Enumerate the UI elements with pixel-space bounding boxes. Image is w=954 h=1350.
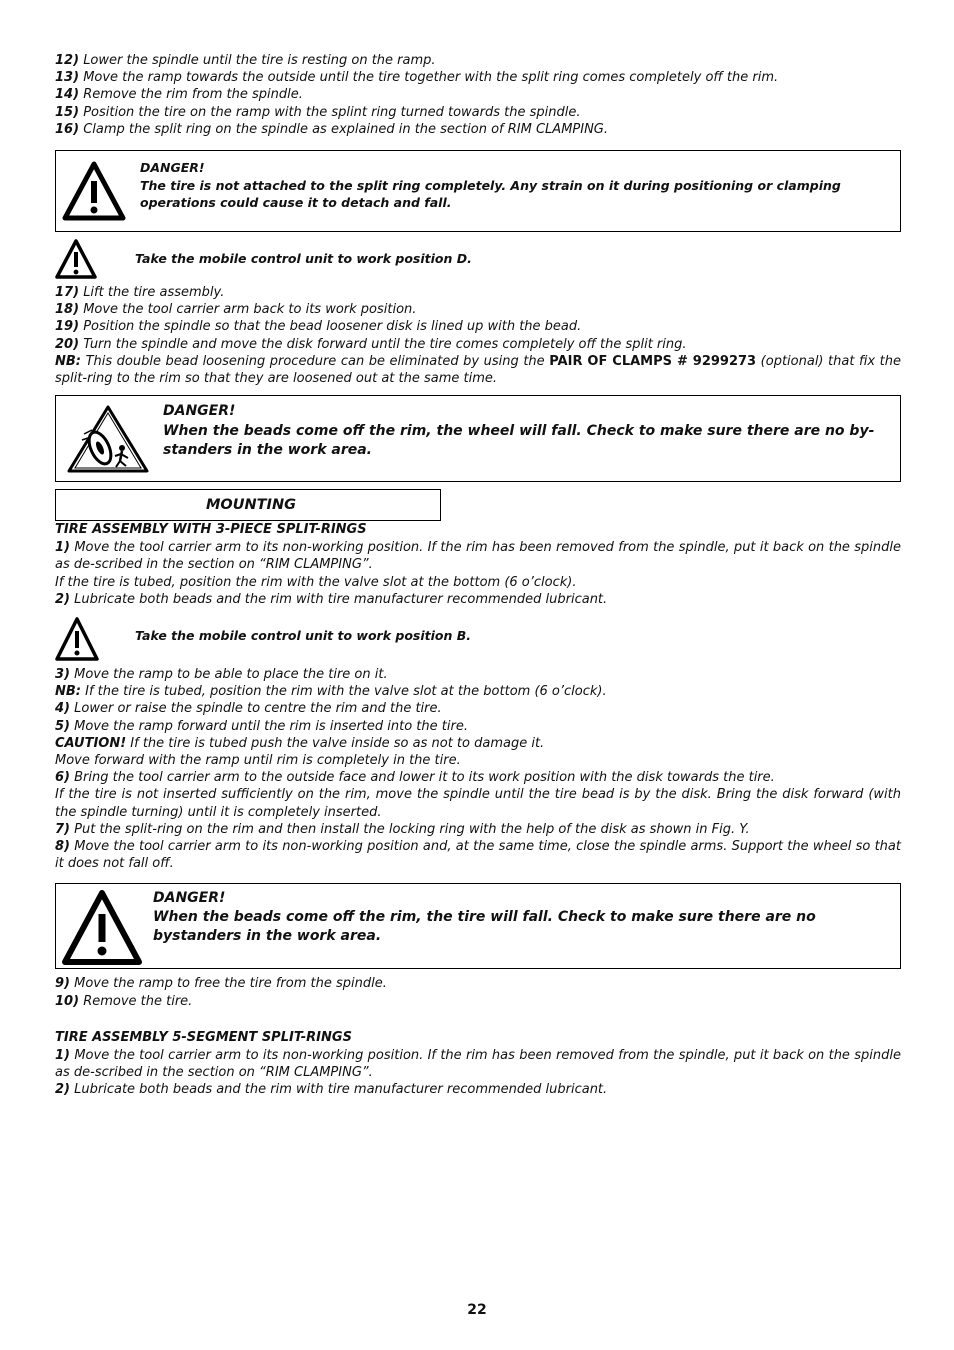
section-5-segment bbox=[55, 1029, 901, 1099]
s2-step-2: 2) Lubricate both beads and the rim with tire manufacturer recommended lubricant. bbox=[55, 1082, 608, 1098]
s1-step-6: 6) Bring the tool carrier arm to the outside face and lower it to its work position with the disk towards the tire. bbox=[55, 770, 775, 786]
s1-step-3: 3) Move the ramp to be able to place the tire on it. bbox=[55, 667, 388, 683]
section-3-piece bbox=[55, 521, 901, 608]
danger-title: DANGER! bbox=[140, 160, 205, 176]
danger-body: The tire is not attached to the split ring completely. Any strain on it during positioning or clamping operations could cause it to detach and fall. bbox=[140, 177, 841, 211]
step-18: 18) Move the tool carrier arm back to its work position. bbox=[55, 302, 417, 318]
s1-step-10: 10) Remove the tire. bbox=[55, 993, 193, 1009]
s1-step-8: 8) Move the tool carrier arm to its non-working position and, at the same time, close the spindle arms. Support the wheel so that it does not fall off. bbox=[55, 839, 901, 872]
section-3-piece-steps bbox=[55, 666, 901, 872]
warning-triangle-icon bbox=[55, 238, 97, 284]
s1-step-7: 7) Put the split-ring on the rim and then install the locking ring with the help of the disk as shown in Fig. Y. bbox=[55, 821, 750, 837]
danger-title: DANGER! bbox=[163, 403, 236, 420]
manual-page bbox=[55, 52, 901, 1099]
step-12: 12) Lower the spindle until the tire is resting on the ramp. bbox=[55, 53, 436, 68]
warning-position-b bbox=[55, 616, 901, 666]
danger-box-wheel-fall bbox=[55, 395, 901, 482]
step-16: 16) Clamp the split ring on the spindle as explained in the section of RIM CLAMPING. bbox=[55, 121, 609, 137]
mounting-heading-box bbox=[55, 489, 441, 521]
danger-box-split-ring bbox=[55, 150, 901, 232]
warning-text: Take the mobile control unit to work position D. bbox=[135, 251, 472, 267]
section-3-piece-end bbox=[55, 975, 901, 1009]
nb-clamps-note: NB: This double bead loosening procedure can be eliminated by using the PAIR OF CLAMPS # 9299273 (optional) that fix the split-ring to the rim so that they are loosened out at the same time. bbox=[55, 353, 901, 387]
falling-wheel-warning-icon bbox=[66, 404, 150, 478]
danger-title: DANGER! bbox=[153, 890, 226, 907]
warning-triangle-icon bbox=[62, 161, 126, 225]
not-inserted-note: If the tire is not inserted sufficiently on the rim, move the spindle until the tire bead is by the disk. Bring the disk forward (with the spindle turning) until it is completely inserted. bbox=[55, 787, 901, 820]
s1-caution: CAUTION! If the tire is tubed push the valve inside so as not to damage it. bbox=[55, 735, 545, 751]
s1-step-5: 5) Move the ramp forward until the rim is inserted into the tire. bbox=[55, 718, 468, 734]
steps-top bbox=[55, 52, 901, 138]
section-title: TIRE ASSEMBLY WITH 3-PIECE SPLIT-RINGS bbox=[55, 522, 367, 538]
steps-mid bbox=[55, 284, 901, 387]
step-17: 17) Lift the tire assembly. bbox=[55, 285, 225, 301]
danger-text bbox=[163, 402, 893, 461]
warning-position-d bbox=[55, 238, 901, 284]
s1-step-1: 1) Move the tool carrier arm to its non-working position. If the rim has been removed from the spindle, put it back on the spindle as de-scribed in the section on “RIM CLAMPING”. bbox=[55, 540, 901, 573]
warning-triangle-icon bbox=[55, 616, 99, 666]
warning-triangle-icon bbox=[62, 890, 142, 969]
step-15: 15) Position the tire on the ramp with the splint ring turned towards the spindle. bbox=[55, 104, 581, 120]
page-number: 22 bbox=[467, 1302, 487, 1318]
danger-body: When the beads come off the rim, the wheel will fall. Check to make sure there are no by-standers in the work area. bbox=[163, 422, 875, 459]
danger-box-tire-fall bbox=[55, 883, 901, 969]
step-20: 20) Turn the spindle and move the disk forward until the tire comes completely off the split ring. bbox=[55, 336, 687, 352]
mounting-heading: MOUNTING bbox=[206, 497, 296, 514]
step-14: 14) Remove the rim from the spindle. bbox=[55, 87, 303, 103]
danger-text bbox=[140, 159, 892, 212]
danger-text bbox=[153, 889, 893, 946]
s1-step-9: 9) Move the ramp to free the tire from the spindle. bbox=[55, 976, 387, 992]
step-19: 19) Position the spindle so that the bead loosener disk is lined up with the bead. bbox=[55, 319, 582, 335]
s1-nb: NB: If the tire is tubed, position the rim with the valve slot at the bottom (6 o’clock). bbox=[55, 684, 607, 700]
s1-step-2: 2) Lubricate both beads and the rim with tire manufacturer recommended lubricant. bbox=[55, 591, 608, 607]
tubed-note: If the tire is tubed, position the rim with the valve slot at the bottom (6 o’clock). bbox=[55, 574, 577, 590]
step-13: 13) Move the ramp towards the outside until the tire together with the split ring comes completely off the rim. bbox=[55, 70, 779, 86]
s1-step-4: 4) Lower or raise the spindle to centre the rim and the tire. bbox=[55, 701, 442, 717]
warning-text: Take the mobile control unit to work position B. bbox=[135, 628, 472, 644]
move-forward-note: Move forward with the ramp until rim is completely in the tire. bbox=[55, 753, 461, 769]
s2-step-1: 1) Move the tool carrier arm to its non-working position. If the rim has been removed from the spindle, put it back on the spindle as de-scribed in the section on “RIM CLAMPING”. bbox=[55, 1047, 901, 1081]
danger-body: When the beads come off the rim, the tire will fall. Check to make sure there are no bystanders in the work area. bbox=[153, 909, 816, 945]
section-title: TIRE ASSEMBLY 5-SEGMENT SPLIT-RINGS bbox=[55, 1029, 352, 1045]
